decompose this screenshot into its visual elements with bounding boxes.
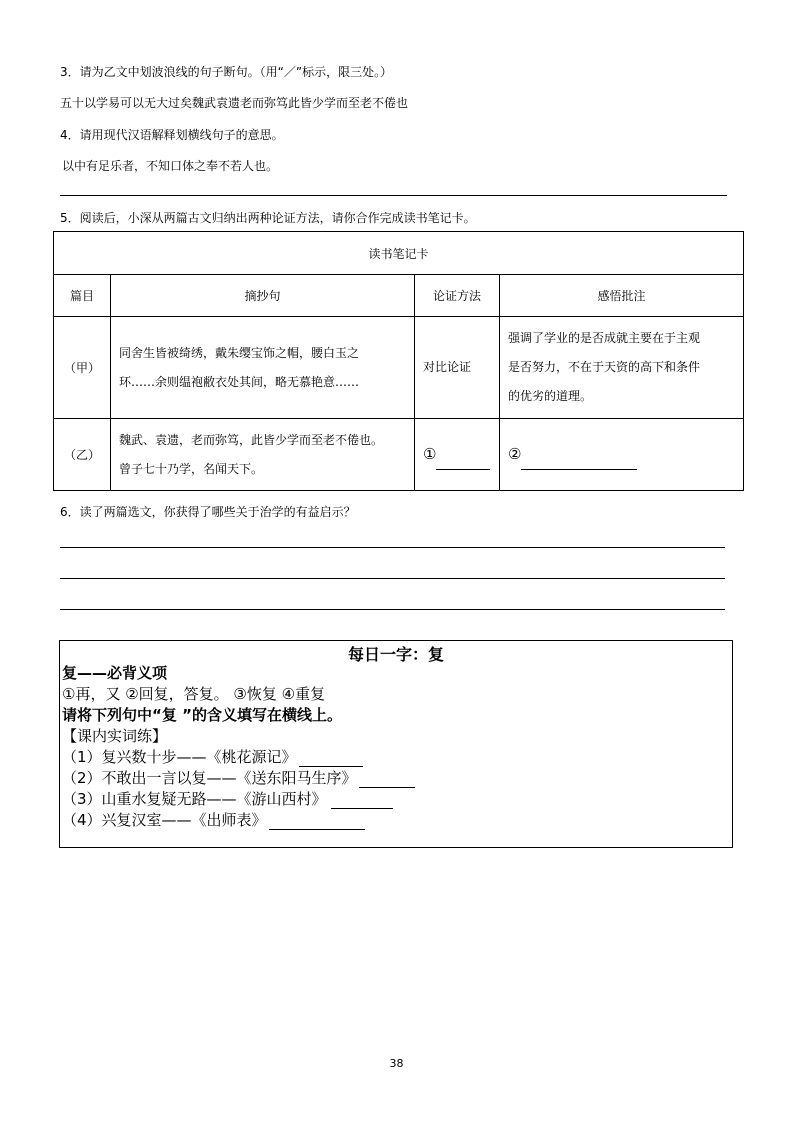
- blank-marker-1: ①: [423, 444, 437, 463]
- method-yi: [415, 419, 500, 491]
- piece-yi: （乙）: [54, 419, 111, 491]
- item-2-text: （2）不敢出一言以复——《送东阳马生序》: [62, 769, 357, 787]
- excerpt-jia-line2: 环……余则缊袍敝衣处其间，略无慕艳意……: [119, 374, 360, 389]
- method-jia: 对比论证: [415, 317, 500, 419]
- excerpt-jia-line1: 同舍生皆被绮绣，戴朱缨宝饰之帽，腰白玉之: [119, 345, 360, 360]
- item-3-blank[interactable]: [331, 793, 393, 809]
- q6-prompt: 6．读了两篇选文，你获得了哪些关于治学的有益启示？: [60, 505, 356, 519]
- q5-prompt: 5．阅读后，小深从两篇古文归纳出两种论证方法，请你合作完成读书笔记卡。: [60, 211, 476, 225]
- daily-character-box: [59, 640, 733, 848]
- q6-answer-line-3[interactable]: [60, 609, 725, 610]
- item-2-blank[interactable]: [359, 772, 415, 788]
- daily-title: 每日一字：复: [347, 645, 444, 664]
- list-item: [62, 789, 393, 809]
- q3-prompt: 3．请为乙文中划波浪线的句子断句。（用“／”标示，限三处。）: [60, 65, 393, 79]
- note-jia-line3: 的优劣的道理。: [508, 389, 593, 403]
- blank-marker-2: ②: [508, 444, 522, 463]
- header-method: 论证方法: [415, 275, 500, 317]
- header-excerpt: 摘抄句: [111, 275, 415, 317]
- excerpt-yi-line2: 曾子七十乃学，名闻天下。: [119, 461, 264, 476]
- page-number: 38: [389, 1057, 404, 1070]
- header-note: 感悟批注: [500, 275, 744, 317]
- daily-meanings: ①再，又 ②回复，答复。 ③恢复 ④重复: [62, 685, 326, 703]
- note-jia-line1: 强调了学业的是否成就主要在于主观: [508, 331, 701, 345]
- method-blank[interactable]: [436, 455, 490, 470]
- q4-sentence: 以中有足乐者，不知口体之奉不若人也。: [62, 159, 279, 173]
- note-jia: [500, 317, 744, 419]
- q6-answer-line-1[interactable]: [60, 547, 725, 548]
- q6-answer-line-2[interactable]: [60, 578, 725, 579]
- note-yi: [500, 419, 744, 491]
- daily-subtitle: 复——必背义项: [62, 664, 168, 682]
- reading-note-card: [53, 231, 744, 491]
- card-title: 读书笔记卡: [54, 232, 744, 275]
- excerpt-jia: [111, 317, 415, 419]
- item-1-blank[interactable]: [299, 751, 363, 767]
- item-4-text: （4）兴复汉室——《出师表》: [62, 811, 267, 829]
- q3-sentence: 五十以学易可以无大过矣魏武袁遗老而弥笃此皆少学而至老不倦也: [60, 96, 409, 110]
- item-3-text: （3）山重水复疑无路——《游山西村》: [62, 790, 327, 808]
- excerpt-yi-line1: 魏武、袁遗，老而弥笃，此皆少学而至老不倦也。: [119, 432, 384, 447]
- list-item: [62, 747, 363, 767]
- note-blank[interactable]: [521, 455, 637, 470]
- q4-prompt: 4．请用现代汉语解释划横线句子的意思。: [60, 128, 284, 142]
- q4-answer-line[interactable]: [60, 195, 727, 196]
- daily-instruction: 请将下列句中“复 ”的含义填写在横线上。: [62, 706, 342, 724]
- note-jia-line2: 是否努力，不在于天资的高下和条件: [508, 360, 701, 374]
- daily-section: 【课内实词练】: [62, 727, 168, 745]
- list-item: [62, 768, 415, 788]
- table-row: [54, 317, 744, 419]
- item-4-blank[interactable]: [269, 814, 365, 830]
- piece-jia: （甲）: [54, 317, 111, 419]
- excerpt-yi: [111, 419, 415, 491]
- item-1-text: （1）复兴数十步——《桃花源记》: [62, 748, 297, 766]
- header-piece: 篇目: [54, 275, 111, 317]
- list-item: [62, 810, 365, 830]
- table-row: [54, 419, 744, 491]
